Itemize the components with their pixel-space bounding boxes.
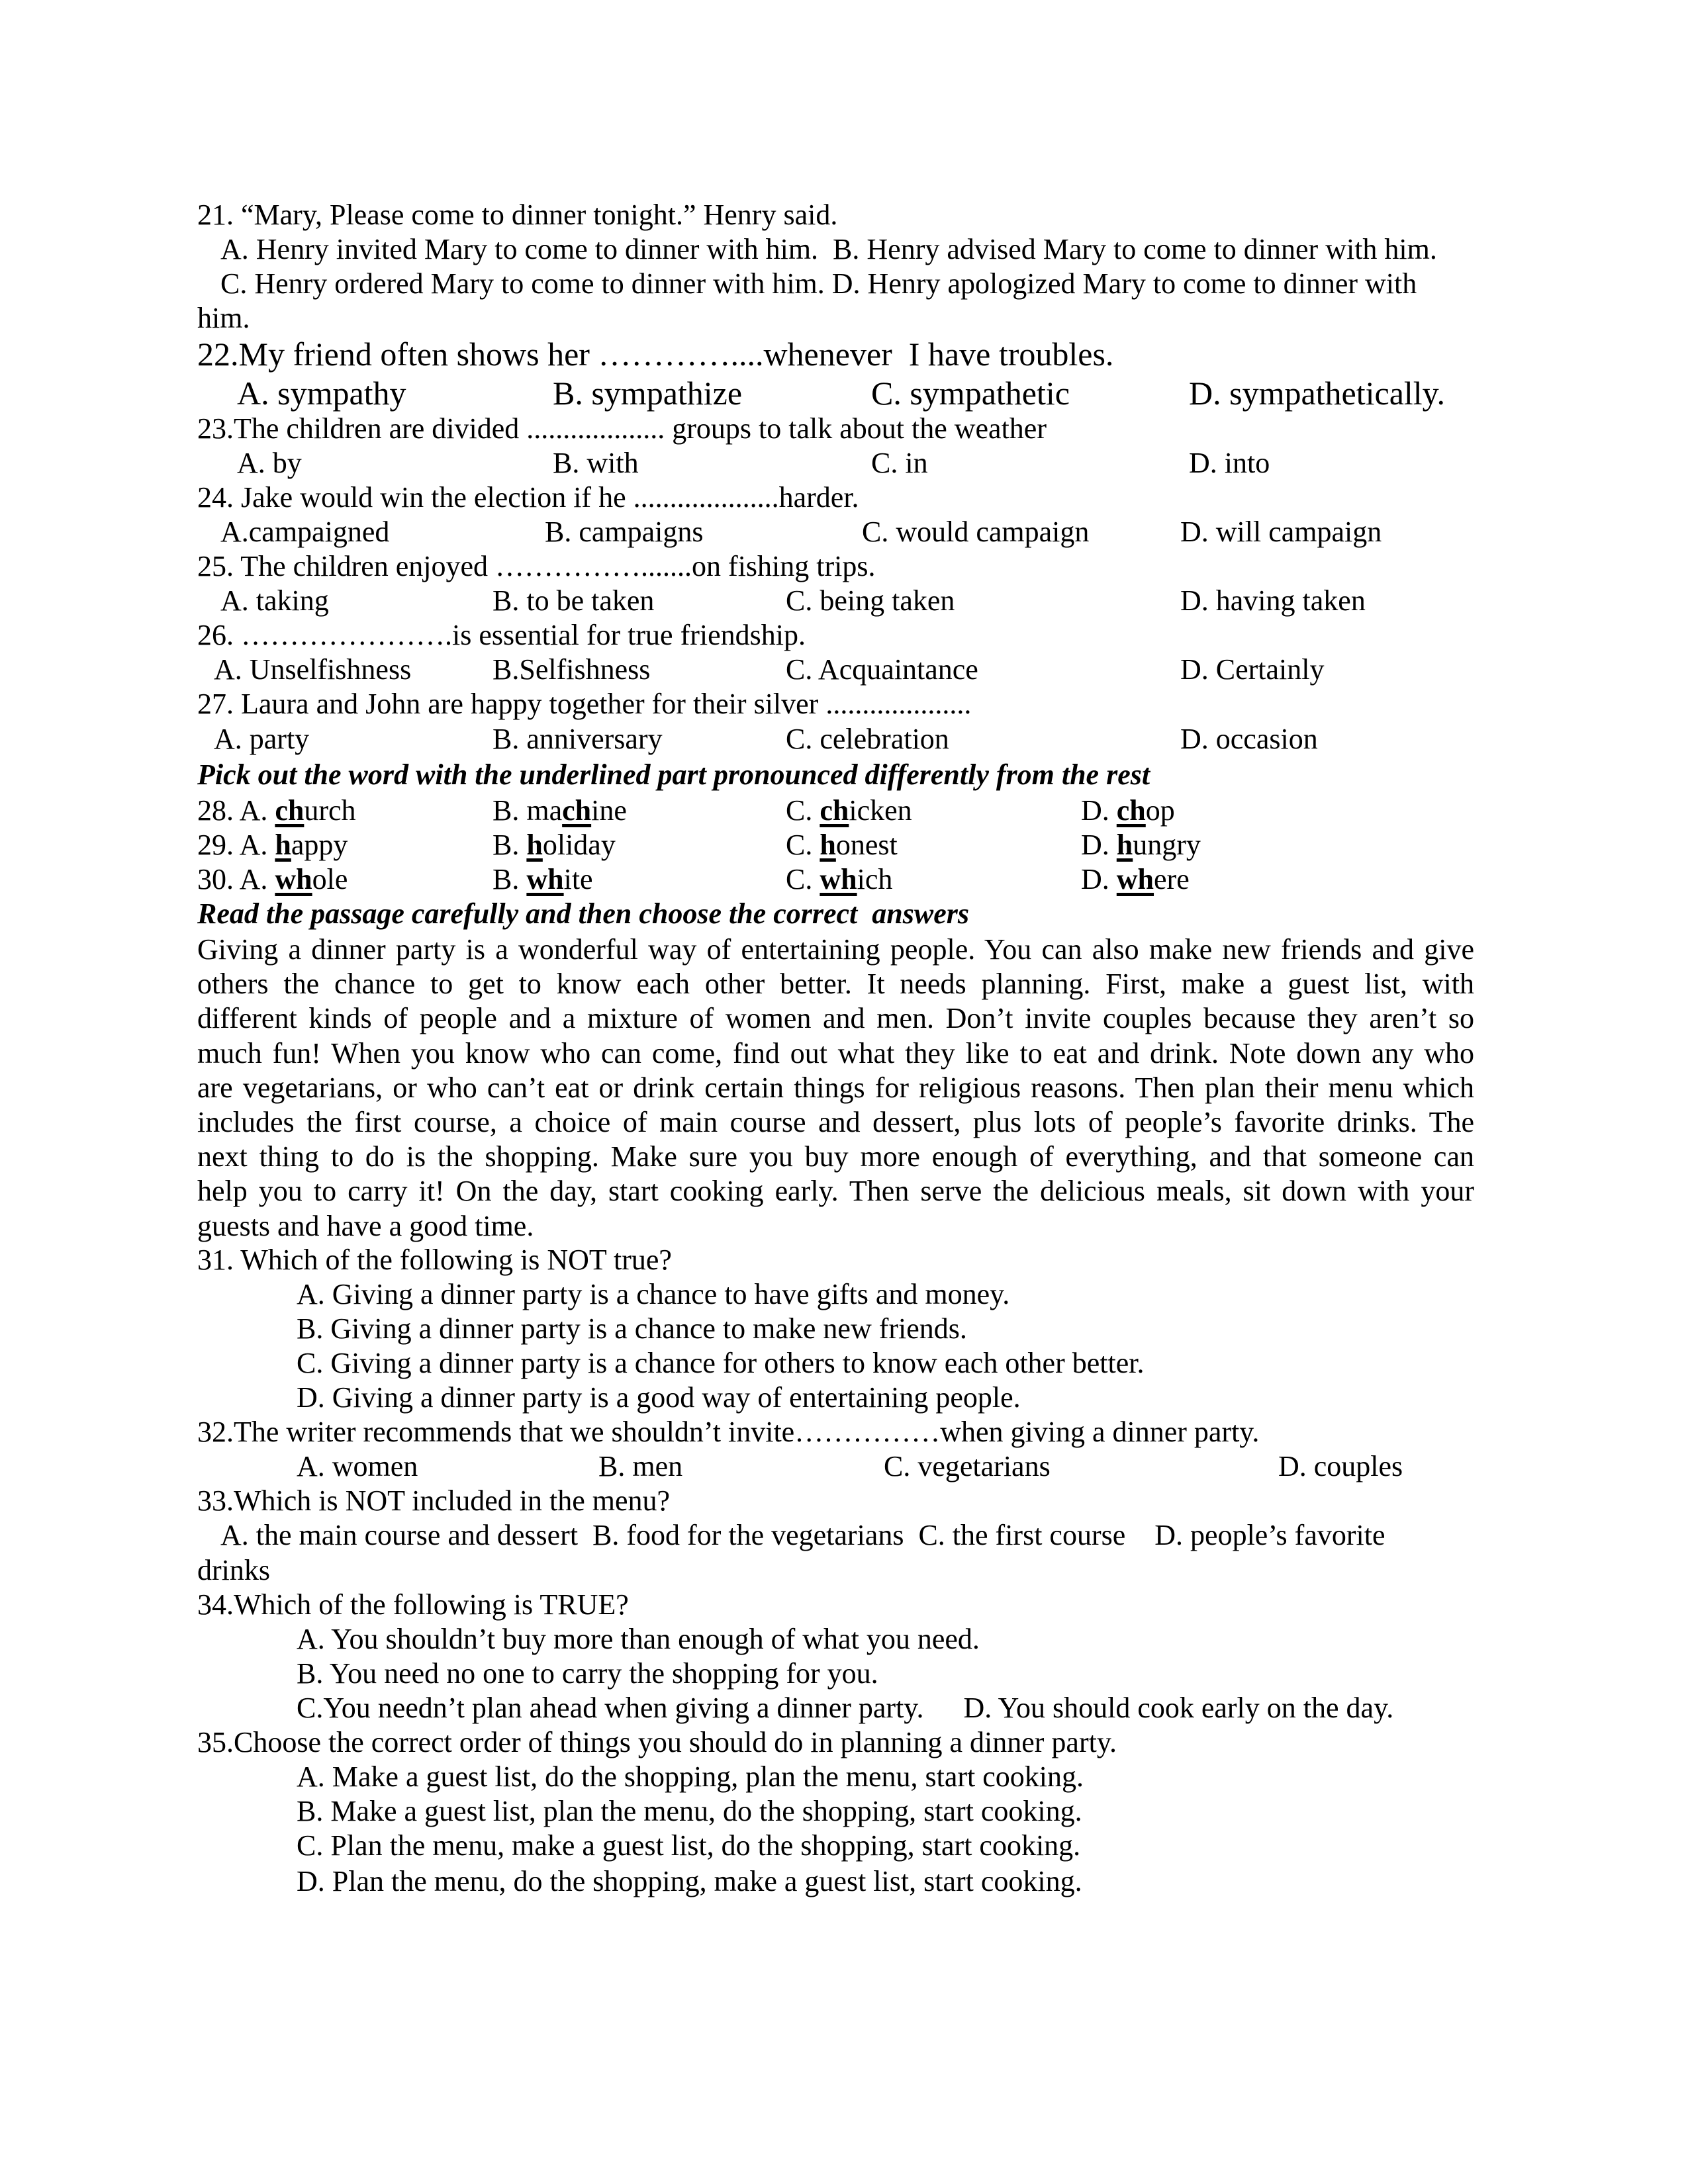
pronunciation-option bbox=[197, 828, 348, 862]
word-suffix: oliday bbox=[542, 829, 616, 861]
options-cd-cont: him. bbox=[197, 302, 250, 334]
option-b: B. campaigns bbox=[545, 516, 704, 548]
pronunciation-option bbox=[1081, 794, 1175, 828]
underlined-part: h bbox=[275, 829, 291, 861]
word-suffix: urch bbox=[304, 794, 356, 827]
question-stem: 23.The children are divided ................... groups to talk about the weather bbox=[197, 412, 1047, 445]
option-a: A. You shouldn’t buy more than enough of what you need. bbox=[297, 1623, 980, 1655]
option-b: B. sympathize bbox=[553, 375, 743, 412]
question-stem: 24. Jake would win the election if he ....................harder. bbox=[197, 481, 859, 514]
passage-line: guests and have a good time. bbox=[197, 1209, 534, 1242]
underlined-part: ch bbox=[1116, 794, 1146, 827]
option-d: D. You should cook early on the day. bbox=[963, 1692, 1394, 1724]
option-b: B. to be taken bbox=[492, 584, 655, 617]
pronunciation-option bbox=[1081, 828, 1201, 862]
option-d: D. Giving a dinner party is a good way of entertaining people. bbox=[297, 1381, 1021, 1414]
question-stem: 21. “Mary, Please come to dinner tonight.” Henry said. bbox=[197, 199, 838, 231]
option-d: D. Certainly bbox=[1180, 653, 1325, 686]
passage-line: next thing to do is the shopping. Make sure you buy more enough of everything, and that someone can bbox=[197, 1140, 1474, 1173]
section-heading-reading: Read the passage carefully and then choose the correct answers bbox=[197, 897, 969, 930]
option-d: D. having taken bbox=[1180, 584, 1366, 617]
option-label: C. bbox=[786, 863, 813, 895]
option-d: D. occasion bbox=[1180, 723, 1318, 755]
pronunciation-option bbox=[492, 794, 627, 828]
option-a: A. sympathy bbox=[237, 375, 406, 412]
option-label: C. bbox=[786, 829, 813, 861]
question-stem: 33.Which is NOT included in the menu? bbox=[197, 1484, 671, 1517]
question-stem: 25. The children enjoyed …………….......on fishing trips. bbox=[197, 550, 876, 582]
underlined-part: h bbox=[1116, 829, 1133, 861]
option-label: D. bbox=[1081, 829, 1109, 861]
option-b: B. Make a guest list, plan the menu, do the shopping, start cooking. bbox=[297, 1795, 1082, 1827]
option-a: A. taking bbox=[220, 584, 329, 617]
underlined-part: ch bbox=[562, 794, 592, 827]
option-d: D. will campaign bbox=[1180, 516, 1382, 548]
word-suffix: ungry bbox=[1133, 829, 1201, 861]
option-label: A. bbox=[239, 829, 268, 861]
question-stem: 34.Which of the following is TRUE? bbox=[197, 1588, 629, 1621]
option-label: B. bbox=[492, 794, 520, 827]
underlined-part: wh bbox=[820, 863, 857, 895]
question-number: 30. bbox=[197, 863, 234, 895]
option-b: B.Selfishness bbox=[492, 653, 651, 686]
option-c: C. celebration bbox=[786, 723, 949, 755]
word-suffix: icken bbox=[849, 794, 912, 827]
option-label: D. bbox=[1081, 863, 1109, 895]
option-b: B. men bbox=[598, 1450, 683, 1482]
option-c: C. Acquaintance bbox=[786, 653, 978, 686]
word-suffix: ine bbox=[591, 794, 627, 827]
option-b: B. anniversary bbox=[492, 723, 663, 755]
options-cd-line bbox=[297, 1691, 1393, 1725]
passage-line: others the chance to get to know each other better. It needs planning. First, make a guest list, with bbox=[197, 968, 1474, 1001]
word-prefix: ma bbox=[526, 794, 563, 827]
option-b: B. You need no one to carry the shopping for you. bbox=[297, 1657, 878, 1690]
option-label: D. bbox=[1081, 794, 1109, 827]
question-number: 28. bbox=[197, 794, 234, 827]
underlined-part: h bbox=[820, 829, 836, 861]
option-d: D. Plan the menu, do the shopping, make a guest list, start cooking. bbox=[297, 1865, 1082, 1897]
option-a: A. Giving a dinner party is a chance to have gifts and money. bbox=[297, 1278, 1010, 1310]
pronunciation-option bbox=[1081, 862, 1190, 897]
options-ab: A. Henry invited Mary to come to dinner with him. B. Henry advised Mary to come to dinner with him. bbox=[220, 233, 1437, 265]
option-a: A.campaigned bbox=[220, 516, 390, 548]
underlined-part: ch bbox=[820, 794, 849, 827]
option-c: C. Plan the menu, make a guest list, do the shopping, start cooking. bbox=[297, 1829, 1081, 1862]
option-b: B. Giving a dinner party is a chance to make new friends. bbox=[297, 1312, 967, 1345]
option-label: B. bbox=[492, 829, 520, 861]
passage-line: help you to carry it! On the day, start cooking early. Then serve the delicious meals, sit down with your bbox=[197, 1175, 1474, 1208]
word-suffix: onest bbox=[835, 829, 898, 861]
question-stem: 22.My friend often shows her …………....whenever I have troubles. bbox=[197, 336, 1114, 373]
underlined-part: h bbox=[526, 829, 543, 861]
passage-line: different kinds of people and a mixture of women and men. Don’t invite couples because they aren’t so bbox=[197, 1002, 1474, 1035]
option-d: D. sympathetically. bbox=[1189, 375, 1445, 412]
passage-line: includes the first course, a choice of main course and dessert, plus lots of people’s favorite drinks. The bbox=[197, 1106, 1474, 1138]
word-suffix: ite bbox=[563, 863, 593, 895]
word-suffix: op bbox=[1145, 794, 1175, 827]
option-c: C. vegetarians bbox=[884, 1450, 1051, 1482]
underlined-part: wh bbox=[526, 863, 564, 895]
word-suffix: ere bbox=[1154, 863, 1190, 895]
option-d: D. couples bbox=[1278, 1450, 1403, 1482]
question-stem: 32.The writer recommends that we shouldn’t invite……………when giving a dinner party. bbox=[197, 1416, 1260, 1448]
option-c: C. would campaign bbox=[862, 516, 1090, 548]
passage-line: Giving a dinner party is a wonderful way of entertaining people. You can also make new friends and give bbox=[197, 933, 1474, 966]
question-stem: 27. Laura and John are happy together for their silver .................... bbox=[197, 688, 972, 720]
option-a: A. women bbox=[297, 1450, 418, 1482]
pronunciation-option bbox=[492, 862, 593, 897]
option-a: A. Unselfishness bbox=[214, 653, 412, 686]
pronunciation-option bbox=[786, 794, 912, 828]
option-c: C. being taken bbox=[786, 584, 955, 617]
question-stem: 35.Choose the correct order of things you should do in planning a dinner party. bbox=[197, 1726, 1117, 1758]
option-c: C.You needn’t plan ahead when giving a dinner party. bbox=[297, 1692, 924, 1724]
pronunciation-option bbox=[197, 862, 348, 897]
passage-line: much fun! When you know who can come, find out what they like to eat and drink. Note down any who bbox=[197, 1036, 1474, 1069]
options-line: A. the main course and dessert B. food for the vegetarians C. the first course D. people’s favorite bbox=[220, 1519, 1385, 1551]
option-label: B. bbox=[492, 863, 520, 895]
option-c: C. in bbox=[871, 447, 928, 479]
section-heading-pronunciation: Pick out the word with the underlined part pronounced differently from the rest bbox=[197, 758, 1150, 791]
option-d: D. into bbox=[1189, 447, 1270, 479]
word-suffix: ich bbox=[857, 863, 893, 895]
option-a: A. Make a guest list, do the shopping, plan the menu, start cooking. bbox=[297, 1760, 1084, 1793]
passage-line: are vegetarians, or who can’t eat or drink certain things for religious reasons. Then plan their menu which bbox=[197, 1071, 1474, 1104]
option-a: A. party bbox=[214, 723, 310, 755]
word-suffix: ole bbox=[312, 863, 348, 895]
pronunciation-option bbox=[786, 862, 892, 897]
option-label: A. bbox=[239, 794, 268, 827]
word-suffix: appy bbox=[291, 829, 348, 861]
question-stem: 31. Which of the following is NOT true? bbox=[197, 1244, 672, 1276]
options-cont: drinks bbox=[197, 1554, 270, 1586]
option-a: A. by bbox=[237, 447, 302, 479]
question-stem: 26. ………………….is essential for true friendship. bbox=[197, 619, 806, 651]
option-c: C. Giving a dinner party is a chance for others to know each other better. bbox=[297, 1347, 1145, 1379]
option-label: A. bbox=[239, 863, 268, 895]
option-label: C. bbox=[786, 794, 813, 827]
option-b: B. with bbox=[553, 447, 639, 479]
options-cd: C. Henry ordered Mary to come to dinner with him. D. Henry apologized Mary to come to dinner with bbox=[220, 267, 1417, 300]
option-c: C. sympathetic bbox=[871, 375, 1070, 412]
underlined-part: ch bbox=[275, 794, 305, 827]
question-number: 29. bbox=[197, 829, 234, 861]
underlined-part: wh bbox=[1116, 863, 1154, 895]
pronunciation-option bbox=[197, 794, 356, 828]
underlined-part: wh bbox=[275, 863, 312, 895]
pronunciation-option bbox=[786, 828, 898, 862]
pronunciation-option bbox=[492, 828, 616, 862]
